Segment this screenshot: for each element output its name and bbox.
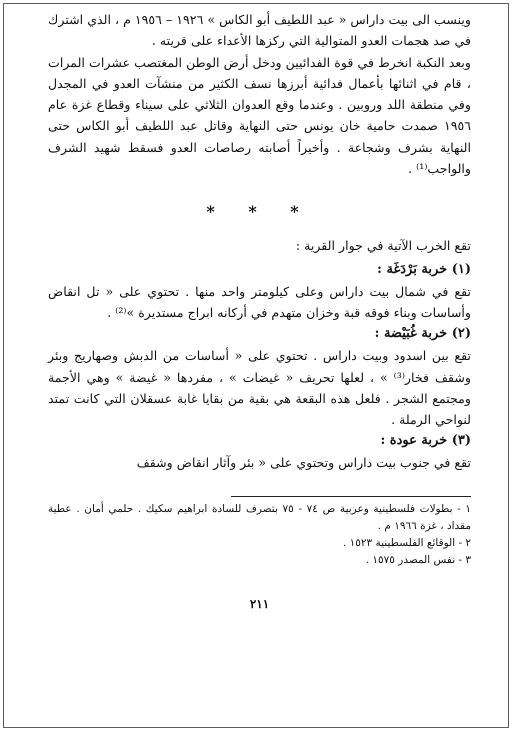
- footnote-1: ١ - بطولات فلسطينية وعربية ص ٧٤ - ٧٥ بتصرف للسادة ابراهيم سكيك . حلمي أمان . عطية مقداد ، غزة ١٩٦٦ م .: [48, 502, 471, 532]
- paragraph-martyr-intro: وينسب الى بيت داراس « عبد اللطيف أبو الكاس » ١٩٢٦ – ١٩٥٦ م ، الذي اشترك في صد هجمات العدو المتوالية التي ركزها الأعداء على قريته .: [48, 12, 472, 49]
- footnote-divider: [231, 496, 471, 497]
- page-number: ٢١١: [249, 596, 270, 611]
- heading-ruin-bardagha: (١) خربة بَرْدَغَة :: [377, 261, 471, 277]
- page-frame: [3, 3, 509, 728]
- paragraph-martyr-story: وبعد النكبة انخرط في قوة الفدائيين ودخل أرض الوطن المغتصب عشرات المرات ، قام في اثنائها بأعمال فدائية أبرزها نسف الكثير من منشآت العدو في المجدل وفي منطقة اللد وروبين . وعندما وقع العدوان الثلاثي على سيناء وقطاع غزة عام ١٩٥٦ صمدت حامية خان يونس حتى النهاية وقاتل عبد اللطيف أبو الكاس حتى النهاية بشرف وشجاعة . وأخيراً أصابته رصاصات العدو فسقط شهيد الشرف والواجب⁽¹⁾ .: [48, 54, 471, 177]
- heading-ruin-awda: (٣) خربة عودة :: [380, 433, 471, 449]
- paragraph-ruin-ghubayda: تقع بين اسدود وبيت داراس . تحتوي على « أساسات من الدبش وصهاريج وبئر وشقف فخار⁽³⁾ » ، لعلها تحريف « غيضات » ، مفردها « غيضة » وهي الأجمة ومجتمع الشجر . فلعل هذه البقعة هي بقية من بقايا غابة عسقلان التي كانت تمتد لنواحي الرملة .: [48, 348, 471, 428]
- section-separator: * * *: [206, 202, 313, 222]
- footnote-3: ٣ - نفس المصدر ١٥٧٥ .: [365, 553, 471, 566]
- paragraph-ruin-bardagha: تقع في شمال بيت داراس وعلى كيلومتر واحد منها . تحتوي على « تل انقاض وأساسات وبناء فوقه قبة وخزان متهدم في أركانه ابراج مستديرة »⁽²⁾ .: [48, 283, 471, 320]
- paragraph-ruins-intro: تقع الخرب الآتية في جوار القرية :: [295, 238, 471, 254]
- paragraph-ruin-awda: تقع في جنوب بيت داراس وتحتوي على « بئر وآثار انقاض وشقف: [136, 455, 471, 471]
- footnote-2: ٢ - الوقائع الفلسطينية ١٥٢٣ .: [342, 536, 471, 549]
- document-page: [48, 9, 471, 611]
- heading-ruin-ghubayda: (٢) خربة غُبَيْضة :: [374, 326, 471, 342]
